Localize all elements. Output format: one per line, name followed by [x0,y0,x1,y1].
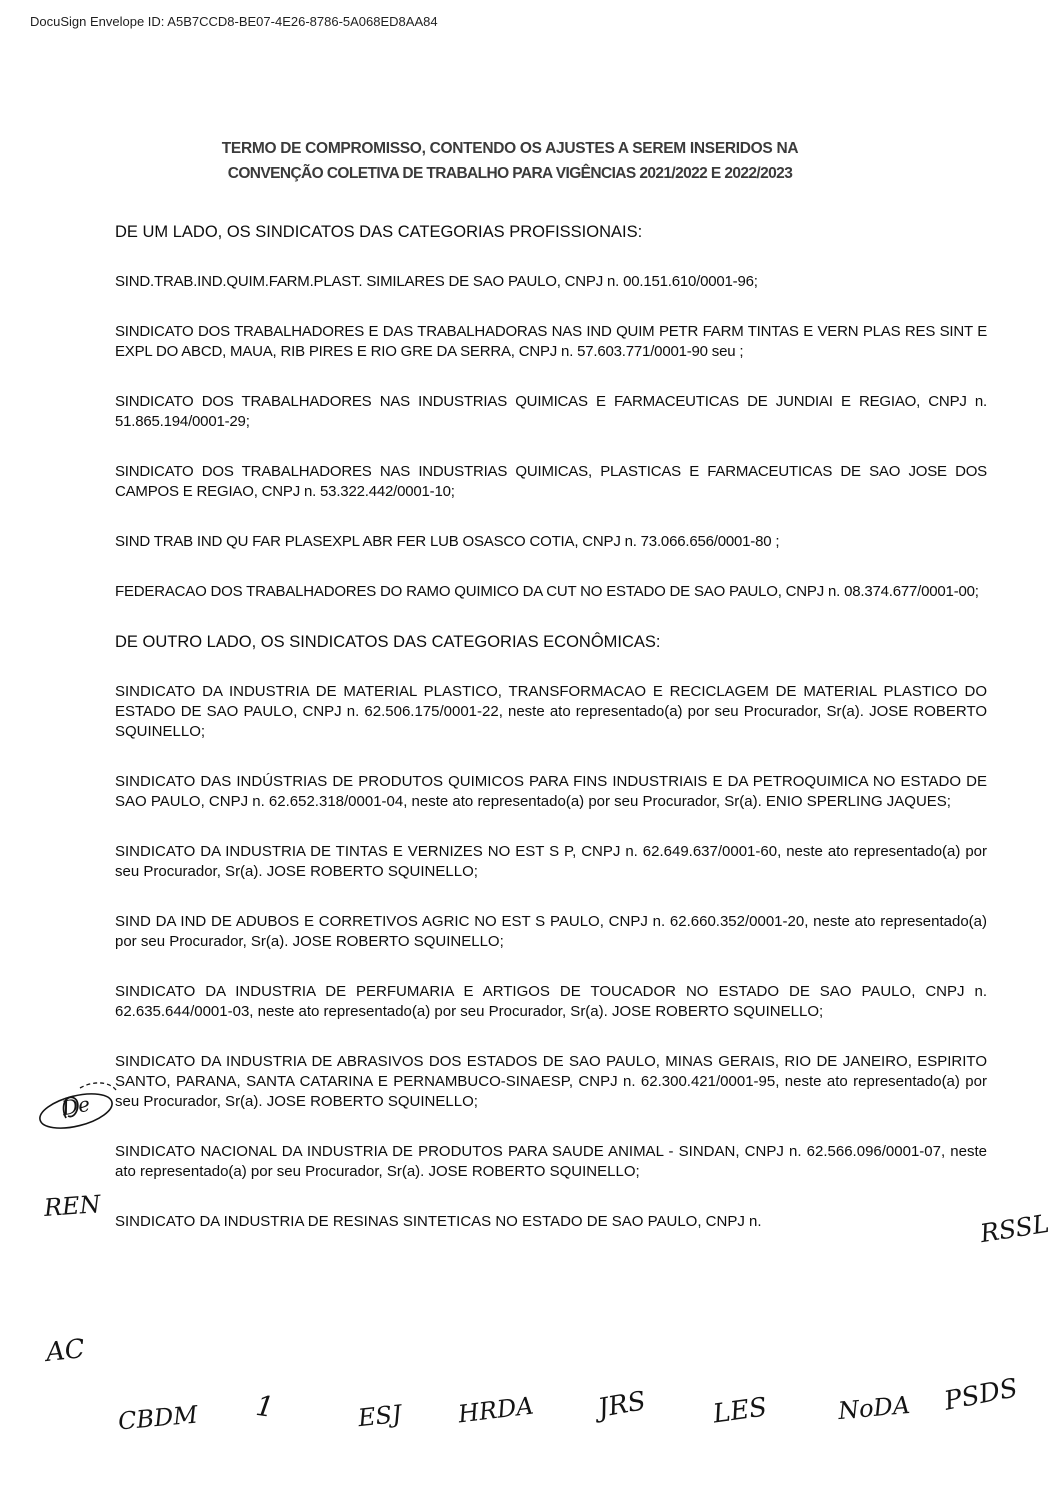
paragraph-federation: FEDERACAO DOS TRABALHADORES DO RAMO QUIMICO DA CUT NO ESTADO DE SAO PAULO, CNPJ n. 08.374.677/0001-00; [115,583,979,600]
paragraph-employer-union: SINDICATO DA INDUSTRIA DE PERFUMARIA E ARTIGOS DE TOUCADOR NO ESTADO DE SAO PAULO, CNPJ n. 62.635.644/0001-03, neste ato representado(a) por seu Procurador, Sr(a). JOSE ROBERTO SQUINELLO; [115,983,987,1020]
paragraph-employer-union: SINDICATO DAS INDÚSTRIAS DE PRODUTOS QUIMICOS PARA FINS INDUSTRIAIS E DA PETROQUIMICA NO ESTADO DE SAO PAULO, CNPJ n. 62.652.318/0001-04, neste ato representado(a) por seu Procurador, Sr(a). ENIO SPERLING JAQUES; [115,773,987,810]
docusign-envelope-id: DocuSign Envelope ID: A5B7CCD8-BE07-4E26-8786-5A068ED8AA84 [30,14,438,29]
paragraph-union: SINDICATO DOS TRABALHADORES NAS INDUSTRIAS QUIMICAS E FARMACEUTICAS DE JUNDIAI E REGIAO, CNPJ n. 51.865.194/0001-29; [115,393,987,430]
document-title-line2: CONVENÇÃO COLETIVA DE TRABALHO PARA VIGÊNCIAS 2021/2022 E 2022/2023 [227,165,793,182]
paragraph-union: SIND TRAB IND QU FAR PLASEXPL ABR FER LUB OSASCO COTIA, CNPJ n. 73.066.656/0001-80 ; [115,533,780,550]
paragraph-employer-union: SINDICATO DA INDUSTRIA DE ABRASIVOS DOS ESTADOS DE SAO PAULO, MINAS GERAIS, RIO DE JANEIRO, ESPIRITO SANTO, PARANA, SANTA CATARINA E PERNAMBUCO-SINAESP, CNPJ n. 62.300.421/0001-95, neste ato representado(a) por seu Procurador, Sr(a). JOSE ROBERTO SQUINELLO; [115,1053,987,1110]
document-title-line1: TERMO DE COMPROMISSO, CONTENDO OS AJUSTES A SEREM INSERIDOS NA [221,140,799,157]
paragraph-union: SIND.TRAB.IND.QUIM.FARM.PLAST. SIMILARES DE SAO PAULO, CNPJ n. 00.151.610/0001-96; [115,273,758,290]
handwritten-initial-psds: PSDS [941,1373,1021,1417]
paragraph-employer-union: SINDICATO DA INDUSTRIA DE MATERIAL PLASTICO, TRANSFORMACAO E RECICLAGEM DE MATERIAL PLASTICO DO ESTADO DE SAO PAULO, CNPJ n. 62.506.175/0001-22, neste ato representado(a) por seu Procurador, Sr(a). JOSE ROBERTO SQUINELLO; [115,683,987,740]
handwritten-initial-jrs: JRS [595,1386,649,1424]
handwritten-initial-hrda: HRDA [456,1391,536,1429]
handwritten-initials-rssl: RSSL [978,1208,1052,1249]
handwritten-initials-ren: REN [43,1190,102,1222]
document-title [115,136,905,186]
paragraph-employer-union: SINDICATO DA INDUSTRIA DE RESINAS SINTETICAS NO ESTADO DE SAO PAULO, CNPJ n. [115,1213,762,1230]
handwritten-initial-noda: NoDA [836,1390,912,1426]
paragraph-union: SINDICATO DOS TRABALHADORES NAS INDUSTRIAS QUIMICAS, PLASTICAS E FARMACEUTICAS DE SAO JOSE DOS CAMPOS E REGIAO, CNPJ n. 53.322.442/0001-10; [115,463,987,500]
paragraph-employer-union: SIND DA IND DE ADUBOS E CORRETIVOS AGRIC NO EST S PAULO, CNPJ n. 62.660.352/0001-20, neste ato representado(a) por seu Procurador, Sr(a). JOSE ROBERTO SQUINELLO; [115,913,987,950]
handwritten-initials-text: De [60,1091,92,1121]
section-heading-economic-unions: DE OUTRO LADO, OS SINDICATOS DAS CATEGORIAS ECONÔMICAS: [115,633,661,651]
handwritten-initial-les: LES [711,1392,769,1430]
section-heading-professional-unions: DE UM LADO, OS SINDICATOS DAS CATEGORIAS PROFISSIONAIS: [115,223,643,241]
paragraph-employer-union: SINDICATO NACIONAL DA INDUSTRIA DE PRODUTOS PARA SAUDE ANIMAL - SINDAN, CNPJ n. 62.566.096/0001-07, neste ato representado(a) por seu Procurador, Sr(a). JOSE ROBERTO SQUINELLO; [115,1143,987,1180]
handwritten-initial-stroke: 1 [253,1388,277,1425]
handwritten-initial-cbdm: CBDM [116,1400,199,1436]
handwritten-circled-initials [36,1078,122,1136]
paragraph-employer-union: SINDICATO DA INDUSTRIA DE TINTAS E VERNIZES NO EST S P, CNPJ n. 62.649.637/0001-60, neste ato representado(a) por seu Procurador, Sr(a). JOSE ROBERTO SQUINELLO; [115,843,987,880]
document-body [115,222,987,1262]
handwritten-initial-esj: ESJ [356,1399,403,1433]
handwritten-initials-ac: AC [44,1334,87,1368]
paragraph-union: SINDICATO DOS TRABALHADORES E DAS TRABALHADORAS NAS IND QUIM PETR FARM TINTAS E VERN PLAS RES SINT E EXPL DO ABCD, MAUA, RIB PIRES E RIO GRE DA SERRA, CNPJ n. 57.603.771/0001-90 seu ; [115,323,987,360]
